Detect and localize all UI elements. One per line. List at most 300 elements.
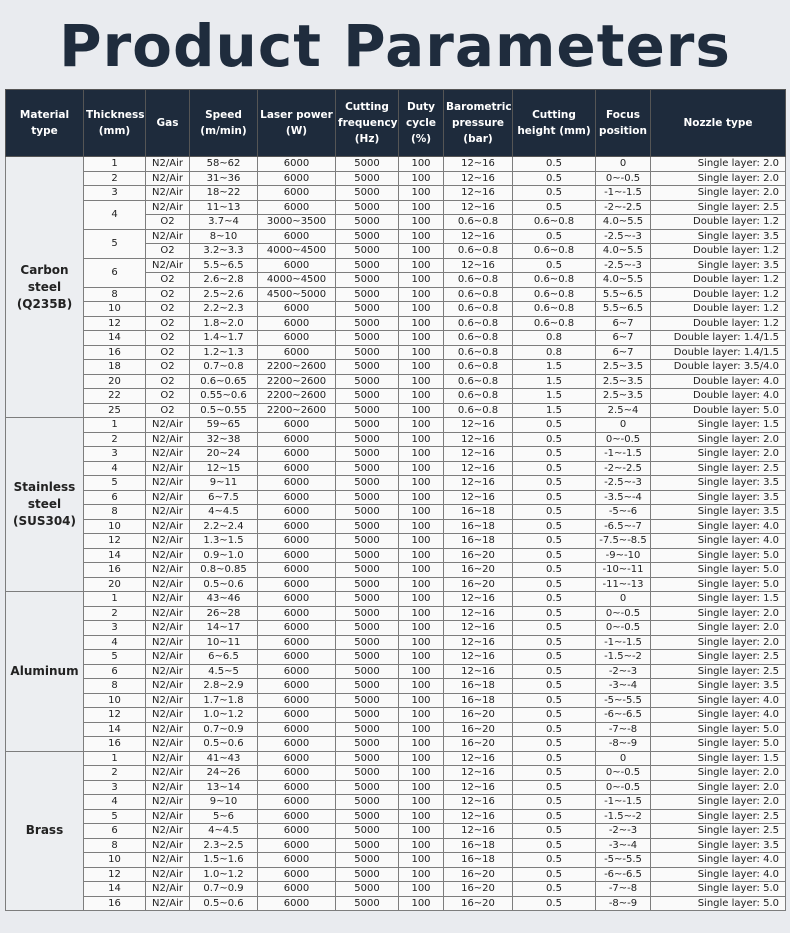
speed-cell: 1.4~1.7	[190, 331, 258, 346]
laser-power-cell: 6000	[258, 258, 336, 273]
duty-cycle-cell: 100	[399, 766, 444, 781]
material-type-cell: Aluminum	[6, 592, 84, 752]
speed-cell: 1.8~2.0	[190, 316, 258, 331]
gas-cell: N2/Air	[146, 621, 190, 636]
duty-cycle-cell: 100	[399, 476, 444, 491]
nozzle-type-cell: Single layer: 2.0	[651, 432, 786, 447]
speed-cell: 58~62	[190, 157, 258, 172]
focus-position-cell: -2~-2.5	[596, 461, 651, 476]
duty-cycle-cell: 100	[399, 577, 444, 592]
speed-cell: 24~26	[190, 766, 258, 781]
nozzle-type-cell: Double layer: 1.2	[651, 316, 786, 331]
laser-power-cell: 6000	[258, 751, 336, 766]
column-header: Duty cycle (%)	[399, 90, 444, 157]
nozzle-type-cell: Single layer: 2.0	[651, 635, 786, 650]
thickness-cell: 1	[84, 592, 146, 607]
table-row	[6, 403, 786, 418]
speed-cell: 11~13	[190, 200, 258, 215]
laser-power-cell: 4000~4500	[258, 244, 336, 259]
pressure-cell: 16~18	[444, 853, 513, 868]
nozzle-type-cell: Single layer: 5.0	[651, 563, 786, 578]
thickness-cell: 4	[84, 200, 146, 229]
nozzle-type-cell: Single layer: 1.5	[651, 418, 786, 433]
focus-position-cell: 4.0~5.5	[596, 273, 651, 288]
laser-power-cell: 6000	[258, 853, 336, 868]
column-header: Thickness (mm)	[84, 90, 146, 157]
table-row	[6, 374, 786, 389]
gas-cell: N2/Air	[146, 635, 190, 650]
pressure-cell: 12~16	[444, 621, 513, 636]
focus-position-cell: 2.5~3.5	[596, 374, 651, 389]
gas-cell: N2/Air	[146, 432, 190, 447]
thickness-cell: 3	[84, 621, 146, 636]
cutting-frequency-cell: 5000	[336, 186, 399, 201]
speed-cell: 2.6~2.8	[190, 273, 258, 288]
page-title: Product Parameters	[59, 12, 731, 80]
thickness-cell: 20	[84, 577, 146, 592]
nozzle-type-cell: Double layer: 1.2	[651, 302, 786, 317]
table-row	[6, 708, 786, 723]
speed-cell: 5~6	[190, 809, 258, 824]
laser-power-cell: 6000	[258, 592, 336, 607]
duty-cycle-cell: 100	[399, 809, 444, 824]
cutting-frequency-cell: 5000	[336, 374, 399, 389]
table-row	[6, 519, 786, 534]
focus-position-cell: -9~-10	[596, 548, 651, 563]
speed-cell: 4~4.5	[190, 824, 258, 839]
table-row	[6, 490, 786, 505]
column-header: Laser power (W)	[258, 90, 336, 157]
speed-cell: 59~65	[190, 418, 258, 433]
pressure-cell: 16~20	[444, 577, 513, 592]
cutting-height-cell: 0.5	[513, 882, 596, 897]
table-header-row	[6, 90, 786, 157]
table-row	[6, 664, 786, 679]
table-row	[6, 838, 786, 853]
gas-cell: O2	[146, 360, 190, 375]
pressure-cell: 12~16	[444, 258, 513, 273]
duty-cycle-cell: 100	[399, 519, 444, 534]
cutting-frequency-cell: 5000	[336, 606, 399, 621]
nozzle-type-cell: Double layer: 1.2	[651, 273, 786, 288]
cutting-height-cell: 0.5	[513, 896, 596, 911]
table-row	[6, 766, 786, 781]
duty-cycle-cell: 100	[399, 461, 444, 476]
gas-cell: O2	[146, 215, 190, 230]
thickness-cell: 2	[84, 606, 146, 621]
table-row	[6, 200, 786, 215]
table-row	[6, 157, 786, 172]
cutting-height-cell: 0.5	[513, 577, 596, 592]
laser-power-cell: 6000	[258, 490, 336, 505]
nozzle-type-cell: Single layer: 2.5	[651, 824, 786, 839]
pressure-cell: 12~16	[444, 606, 513, 621]
focus-position-cell: 5.5~6.5	[596, 287, 651, 302]
cutting-frequency-cell: 5000	[336, 679, 399, 694]
nozzle-type-cell: Single layer: 4.0	[651, 534, 786, 549]
table-row	[6, 737, 786, 752]
duty-cycle-cell: 100	[399, 621, 444, 636]
speed-cell: 10~11	[190, 635, 258, 650]
nozzle-type-cell: Single layer: 4.0	[651, 853, 786, 868]
cutting-height-cell: 0.6~0.8	[513, 244, 596, 259]
gas-cell: N2/Air	[146, 592, 190, 607]
cutting-frequency-cell: 5000	[336, 229, 399, 244]
pressure-cell: 16~20	[444, 882, 513, 897]
table-row	[6, 809, 786, 824]
duty-cycle-cell: 100	[399, 606, 444, 621]
laser-power-cell: 3000~3500	[258, 215, 336, 230]
thickness-cell: 5	[84, 476, 146, 491]
speed-cell: 0.7~0.8	[190, 360, 258, 375]
cutting-height-cell: 0.6~0.8	[513, 302, 596, 317]
focus-position-cell: 0~-0.5	[596, 432, 651, 447]
focus-position-cell: 2.5~3.5	[596, 389, 651, 404]
cutting-height-cell: 0.5	[513, 780, 596, 795]
nozzle-type-cell: Single layer: 2.0	[651, 171, 786, 186]
speed-cell: 2.8~2.9	[190, 679, 258, 694]
gas-cell: N2/Air	[146, 664, 190, 679]
nozzle-type-cell: Single layer: 1.5	[651, 592, 786, 607]
cutting-height-cell: 0.6~0.8	[513, 316, 596, 331]
laser-power-cell: 6000	[258, 505, 336, 520]
pressure-cell: 0.6~0.8	[444, 374, 513, 389]
cutting-frequency-cell: 5000	[336, 592, 399, 607]
cutting-height-cell: 0.5	[513, 563, 596, 578]
cutting-frequency-cell: 5000	[336, 548, 399, 563]
duty-cycle-cell: 100	[399, 316, 444, 331]
pressure-cell: 16~18	[444, 679, 513, 694]
thickness-cell: 4	[84, 635, 146, 650]
nozzle-type-cell: Single layer: 2.5	[651, 200, 786, 215]
gas-cell: N2/Air	[146, 679, 190, 694]
focus-position-cell: 6~7	[596, 316, 651, 331]
focus-position-cell: 4.0~5.5	[596, 215, 651, 230]
speed-cell: 14~17	[190, 621, 258, 636]
cutting-height-cell: 0.6~0.8	[513, 287, 596, 302]
cutting-frequency-cell: 5000	[336, 722, 399, 737]
pressure-cell: 12~16	[444, 490, 513, 505]
cutting-height-cell: 0.5	[513, 853, 596, 868]
gas-cell: O2	[146, 345, 190, 360]
speed-cell: 0.55~0.6	[190, 389, 258, 404]
thickness-cell: 12	[84, 534, 146, 549]
cutting-frequency-cell: 5000	[336, 171, 399, 186]
nozzle-type-cell: Single layer: 5.0	[651, 882, 786, 897]
cutting-height-cell: 0.6~0.8	[513, 215, 596, 230]
cutting-height-cell: 0.5	[513, 461, 596, 476]
thickness-cell: 8	[84, 679, 146, 694]
table-row	[6, 577, 786, 592]
table-row	[6, 258, 786, 273]
focus-position-cell: -2.5~-3	[596, 229, 651, 244]
cutting-height-cell: 0.5	[513, 418, 596, 433]
pressure-cell: 12~16	[444, 824, 513, 839]
laser-power-cell: 6000	[258, 795, 336, 810]
pressure-cell: 16~20	[444, 722, 513, 737]
gas-cell: O2	[146, 273, 190, 288]
focus-position-cell: -6~-6.5	[596, 867, 651, 882]
speed-cell: 0.9~1.0	[190, 548, 258, 563]
table-row	[6, 635, 786, 650]
speed-cell: 1.0~1.2	[190, 867, 258, 882]
cutting-height-cell: 0.5	[513, 171, 596, 186]
cutting-height-cell: 0.5	[513, 157, 596, 172]
pressure-cell: 16~18	[444, 838, 513, 853]
cutting-height-cell: 0.8	[513, 331, 596, 346]
speed-cell: 3.2~3.3	[190, 244, 258, 259]
cutting-height-cell: 0.6~0.8	[513, 273, 596, 288]
material-type-cell: Stainless steel (SUS304)	[6, 418, 84, 592]
focus-position-cell: -3.5~-4	[596, 490, 651, 505]
nozzle-type-cell: Single layer: 2.0	[651, 157, 786, 172]
speed-cell: 9~11	[190, 476, 258, 491]
cutting-frequency-cell: 5000	[336, 215, 399, 230]
duty-cycle-cell: 100	[399, 345, 444, 360]
laser-power-cell: 6000	[258, 461, 336, 476]
pressure-cell: 12~16	[444, 476, 513, 491]
gas-cell: N2/Air	[146, 708, 190, 723]
table-row	[6, 476, 786, 491]
table-row	[6, 853, 786, 868]
focus-position-cell: -3~-4	[596, 838, 651, 853]
thickness-cell: 3	[84, 447, 146, 462]
focus-position-cell: -3~-4	[596, 679, 651, 694]
cutting-frequency-cell: 5000	[336, 650, 399, 665]
focus-position-cell: 6~7	[596, 331, 651, 346]
nozzle-type-cell: Single layer: 2.0	[651, 447, 786, 462]
cutting-height-cell: 0.5	[513, 737, 596, 752]
cutting-frequency-cell: 5000	[336, 302, 399, 317]
table-row	[6, 548, 786, 563]
nozzle-type-cell: Single layer: 4.0	[651, 693, 786, 708]
column-header: Nozzle type	[651, 90, 786, 157]
focus-position-cell: -2.5~-3	[596, 258, 651, 273]
gas-cell: N2/Air	[146, 867, 190, 882]
cutting-frequency-cell: 5000	[336, 621, 399, 636]
pressure-cell: 0.6~0.8	[444, 389, 513, 404]
duty-cycle-cell: 100	[399, 157, 444, 172]
pressure-cell: 0.6~0.8	[444, 403, 513, 418]
speed-cell: 1.3~1.5	[190, 534, 258, 549]
nozzle-type-cell: Single layer: 3.5	[651, 679, 786, 694]
nozzle-type-cell: Single layer: 5.0	[651, 896, 786, 911]
duty-cycle-cell: 100	[399, 273, 444, 288]
gas-cell: N2/Air	[146, 490, 190, 505]
speed-cell: 2.5~2.6	[190, 287, 258, 302]
nozzle-type-cell: Double layer: 1.2	[651, 244, 786, 259]
duty-cycle-cell: 100	[399, 853, 444, 868]
nozzle-type-cell: Single layer: 4.0	[651, 708, 786, 723]
cutting-height-cell: 1.5	[513, 389, 596, 404]
cutting-frequency-cell: 5000	[336, 505, 399, 520]
duty-cycle-cell: 100	[399, 505, 444, 520]
duty-cycle-cell: 100	[399, 171, 444, 186]
table-row	[6, 186, 786, 201]
focus-position-cell: -5~-5.5	[596, 853, 651, 868]
speed-cell: 0.5~0.6	[190, 737, 258, 752]
laser-power-cell: 6000	[258, 635, 336, 650]
pressure-cell: 0.6~0.8	[444, 331, 513, 346]
column-header: Barometric pressure (bar)	[444, 90, 513, 157]
laser-power-cell: 6000	[258, 737, 336, 752]
gas-cell: N2/Air	[146, 186, 190, 201]
gas-cell: N2/Air	[146, 693, 190, 708]
gas-cell: O2	[146, 302, 190, 317]
gas-cell: N2/Air	[146, 737, 190, 752]
focus-position-cell: -7.5~-8.5	[596, 534, 651, 549]
cutting-frequency-cell: 5000	[336, 331, 399, 346]
pressure-cell: 12~16	[444, 809, 513, 824]
duty-cycle-cell: 100	[399, 708, 444, 723]
speed-cell: 3.7~4	[190, 215, 258, 230]
laser-power-cell: 6000	[258, 302, 336, 317]
thickness-cell: 12	[84, 316, 146, 331]
table-row	[6, 679, 786, 694]
gas-cell: N2/Air	[146, 505, 190, 520]
focus-position-cell: 0	[596, 157, 651, 172]
nozzle-type-cell: Single layer: 2.0	[651, 795, 786, 810]
thickness-cell: 3	[84, 186, 146, 201]
laser-power-cell: 6000	[258, 563, 336, 578]
focus-position-cell: -1~-1.5	[596, 795, 651, 810]
duty-cycle-cell: 100	[399, 737, 444, 752]
pressure-cell: 12~16	[444, 171, 513, 186]
column-header: Speed (m/min)	[190, 90, 258, 157]
thickness-cell: 16	[84, 896, 146, 911]
focus-position-cell: -1.5~-2	[596, 809, 651, 824]
gas-cell: N2/Air	[146, 766, 190, 781]
table-row	[6, 302, 786, 317]
speed-cell: 43~46	[190, 592, 258, 607]
thickness-cell: 4	[84, 461, 146, 476]
speed-cell: 4.5~5	[190, 664, 258, 679]
material-type-cell: Brass	[6, 751, 84, 911]
gas-cell: N2/Air	[146, 258, 190, 273]
cutting-height-cell: 0.5	[513, 534, 596, 549]
cutting-height-cell: 0.5	[513, 186, 596, 201]
table-row	[6, 693, 786, 708]
laser-power-cell: 6000	[258, 345, 336, 360]
focus-position-cell: -6~-6.5	[596, 708, 651, 723]
cutting-frequency-cell: 5000	[336, 708, 399, 723]
duty-cycle-cell: 100	[399, 635, 444, 650]
thickness-cell: 2	[84, 432, 146, 447]
gas-cell: O2	[146, 331, 190, 346]
pressure-cell: 12~16	[444, 664, 513, 679]
speed-cell: 18~22	[190, 186, 258, 201]
cutting-height-cell: 0.5	[513, 809, 596, 824]
laser-power-cell: 6000	[258, 708, 336, 723]
thickness-cell: 14	[84, 722, 146, 737]
duty-cycle-cell: 100	[399, 490, 444, 505]
focus-position-cell: 6~7	[596, 345, 651, 360]
gas-cell: N2/Air	[146, 780, 190, 795]
thickness-cell: 12	[84, 867, 146, 882]
pressure-cell: 16~20	[444, 708, 513, 723]
duty-cycle-cell: 100	[399, 447, 444, 462]
gas-cell: N2/Air	[146, 476, 190, 491]
nozzle-type-cell: Single layer: 2.0	[651, 606, 786, 621]
speed-cell: 2.2~2.4	[190, 519, 258, 534]
laser-power-cell: 6000	[258, 200, 336, 215]
cutting-frequency-cell: 5000	[336, 432, 399, 447]
gas-cell: O2	[146, 287, 190, 302]
duty-cycle-cell: 100	[399, 244, 444, 259]
cutting-height-cell: 1.5	[513, 374, 596, 389]
cutting-frequency-cell: 5000	[336, 867, 399, 882]
gas-cell: N2/Air	[146, 853, 190, 868]
cutting-height-cell: 0.5	[513, 519, 596, 534]
nozzle-type-cell: Double layer: 4.0	[651, 374, 786, 389]
column-header: Cutting frequency (Hz)	[336, 90, 399, 157]
nozzle-type-cell: Single layer: 3.5	[651, 258, 786, 273]
focus-position-cell: 0~-0.5	[596, 606, 651, 621]
speed-cell: 0.7~0.9	[190, 882, 258, 897]
duty-cycle-cell: 100	[399, 200, 444, 215]
laser-power-cell: 6000	[258, 186, 336, 201]
nozzle-type-cell: Single layer: 2.5	[651, 461, 786, 476]
duty-cycle-cell: 100	[399, 650, 444, 665]
nozzle-type-cell: Single layer: 2.5	[651, 664, 786, 679]
duty-cycle-cell: 100	[399, 360, 444, 375]
focus-position-cell: 0~-0.5	[596, 780, 651, 795]
pressure-cell: 12~16	[444, 766, 513, 781]
duty-cycle-cell: 100	[399, 215, 444, 230]
duty-cycle-cell: 100	[399, 563, 444, 578]
table-row	[6, 621, 786, 636]
speed-cell: 0.7~0.9	[190, 722, 258, 737]
cutting-frequency-cell: 5000	[336, 809, 399, 824]
speed-cell: 0.5~0.6	[190, 896, 258, 911]
pressure-cell: 12~16	[444, 447, 513, 462]
duty-cycle-cell: 100	[399, 258, 444, 273]
pressure-cell: 12~16	[444, 200, 513, 215]
pressure-cell: 16~20	[444, 896, 513, 911]
nozzle-type-cell: Single layer: 5.0	[651, 737, 786, 752]
speed-cell: 8~10	[190, 229, 258, 244]
cutting-height-cell: 0.5	[513, 635, 596, 650]
pressure-cell: 12~16	[444, 635, 513, 650]
speed-cell: 31~36	[190, 171, 258, 186]
cutting-height-cell: 0.5	[513, 505, 596, 520]
cutting-frequency-cell: 5000	[336, 838, 399, 853]
cutting-height-cell: 0.5	[513, 838, 596, 853]
gas-cell: N2/Air	[146, 882, 190, 897]
pressure-cell: 12~16	[444, 751, 513, 766]
laser-power-cell: 6000	[258, 824, 336, 839]
speed-cell: 1.5~1.6	[190, 853, 258, 868]
laser-power-cell: 6000	[258, 316, 336, 331]
thickness-cell: 6	[84, 258, 146, 287]
thickness-cell: 22	[84, 389, 146, 404]
focus-position-cell: -1.5~-2	[596, 650, 651, 665]
cutting-height-cell: 1.5	[513, 403, 596, 418]
thickness-cell: 6	[84, 490, 146, 505]
cutting-frequency-cell: 5000	[336, 418, 399, 433]
cutting-height-cell: 0.5	[513, 432, 596, 447]
speed-cell: 0.5~0.55	[190, 403, 258, 418]
pressure-cell: 12~16	[444, 461, 513, 476]
speed-cell: 2.2~2.3	[190, 302, 258, 317]
thickness-cell: 10	[84, 302, 146, 317]
nozzle-type-cell: Single layer: 3.5	[651, 476, 786, 491]
laser-power-cell: 6000	[258, 882, 336, 897]
table-row	[6, 316, 786, 331]
laser-power-cell: 6000	[258, 157, 336, 172]
thickness-cell: 16	[84, 345, 146, 360]
nozzle-type-cell: Single layer: 4.0	[651, 867, 786, 882]
